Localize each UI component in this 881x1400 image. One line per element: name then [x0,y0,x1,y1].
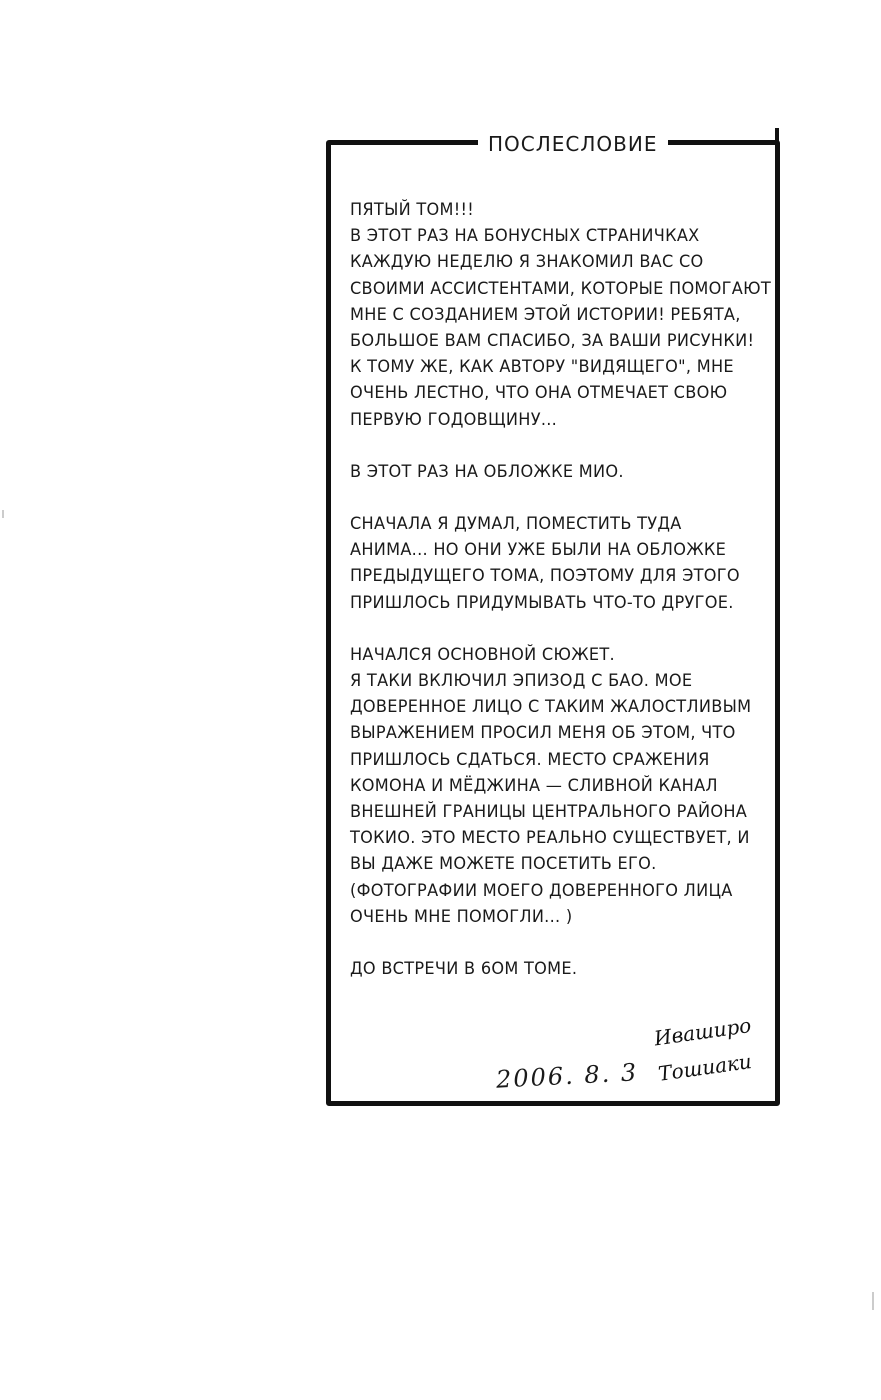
paragraph-3 [350,511,740,616]
signature-line-1: Иваширо [652,1013,753,1051]
signature-drawing [648,1008,772,1090]
text-line: Я ТАКИ ВКЛЮЧИЛ ЭПИЗОД С БАО. МОЕ [350,671,693,692]
text-line: ВЫРАЖЕНИЕМ ПРОСИЛ МЕНЯ ОБ ЭТОМ, ЧТО [350,723,736,744]
text-line: ОЧЕНЬ МНЕ ПОМОГЛИ... ) [350,906,573,927]
text-line: ОЧЕНЬ ЛЕСТНО, ЧТО ОНА ОТМЕЧАЕТ СВОЮ [350,383,728,404]
text-line: КАЖДУЮ НЕДЕЛЮ Я ЗНАКОМИЛ ВАС СО [350,252,704,273]
paragraph-2 [350,459,740,485]
frame-corner-tick [775,128,779,142]
paragraph-5 [350,956,740,982]
text-line: БОЛЬШОЕ ВАМ СПАСИБО, ЗА ВАШИ РИСУНКИ! [350,331,755,352]
text-line: ПЯТЫЙ ТОМ!!! [350,200,475,220]
text-line: ПРЕДЫДУЩЕГО ТОМА, ПОЭТОМУ ДЛЯ ЭТОГО [350,566,740,587]
text-line: ТОКИО. ЭТО МЕСТО РЕАЛЬНО СУЩЕСТВУЕТ, И [350,828,750,849]
text-line: КОМОНА И МЁДЖИНА — СЛИВНОЙ КАНАЛ [350,775,718,796]
paragraph-1 [350,197,771,433]
left-margin-mark [2,510,4,518]
text-line: (ФОТОГРАФИИ МОЕГО ДОВЕРЕННОГО ЛИЦА [350,880,733,901]
text-line: ПЕРВУЮ ГОДОВЩИНУ... [350,409,558,430]
afterword-text [350,197,771,1008]
text-line: В ЭТОТ РАЗ НА БОНУСНЫХ СТРАНИЧКАХ [350,226,700,247]
text-line: ДО ВСТРЕЧИ В 6ОМ ТОМЕ. [350,959,578,980]
text-line: ВЫ ДАЖЕ МОЖЕТЕ ПОСЕТИТЬ ЕГО. [350,854,657,875]
right-margin-mark [872,1292,874,1310]
text-line: НАЧАЛСЯ ОСНОВНОЙ СЮЖЕТ. [350,644,615,665]
author-signature [648,1008,772,1090]
text-line: ДОВЕРЕННОЕ ЛИЦО С ТАКИМ ЖАЛОСТЛИВЫМ [350,697,752,718]
text-line: СНАЧАЛА Я ДУМАЛ, ПОМЕСТИТЬ ТУДА [350,514,682,535]
text-line: К ТОМУ ЖЕ, КАК АВТОРУ "ВИДЯЩЕГО", МНЕ [350,357,734,378]
signature-line-2: Тошиаки [656,1049,754,1086]
paragraph-4 [350,642,752,930]
text-line: АНИМА... НО ОНИ УЖЕ БЫЛИ НА ОБЛОЖКЕ [350,540,727,561]
text-line: ПРИШЛОСЬ СДАТЬСЯ. МЕСТО СРАЖЕНИЯ [350,749,710,770]
text-line: В ЭТОТ РАЗ НА ОБЛОЖКЕ МИО. [350,461,624,482]
text-line: ВНЕШНЕЙ ГРАНИЦЫ ЦЕНТРАЛЬНОГО РАЙОНА [350,802,748,823]
text-line: ПРИШЛОСЬ ПРИДУМЫВАТЬ ЧТО-ТО ДРУГОЕ. [350,592,734,613]
date-stamp: 2006. 8. 3 [495,1058,639,1094]
afterword-title: ПОСЛЕСЛОВИЕ [478,130,668,158]
text-line: МНЕ С СОЗДАНИЕМ ЭТОЙ ИСТОРИИ! РЕБЯТА, [350,304,741,325]
text-line: СВОИМИ АССИСТЕНТАМИ, КОТОРЫЕ ПОМОГАЮТ [350,278,771,299]
